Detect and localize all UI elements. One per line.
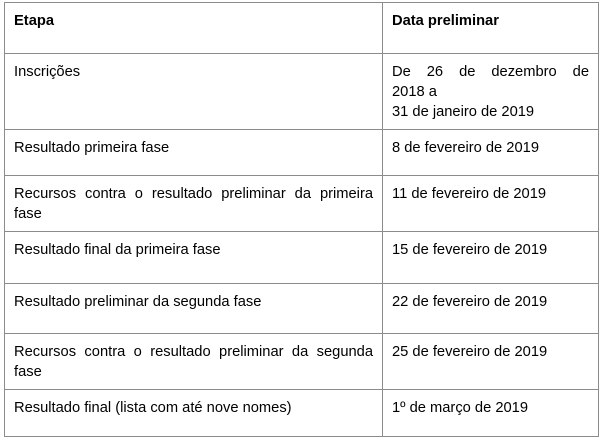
etapa-cell (5, 390, 383, 437)
table-row (5, 284, 599, 334)
etapa-text: Resultado primeira fase (14, 140, 170, 156)
data-cell (383, 390, 599, 437)
table-row (5, 334, 599, 390)
data-cell (383, 284, 599, 334)
data-text: 15 de fevereiro de 2019 (392, 242, 548, 258)
etapa-text: Recursos contra o resultado preliminar da primeira fase (14, 186, 373, 222)
etapa-cell (5, 176, 383, 232)
etapa-cell (5, 284, 383, 334)
etapa-text: Resultado final da primeira fase (14, 242, 221, 258)
data-cell (383, 232, 599, 284)
data-cell (383, 334, 599, 390)
data-text: 1º de março de 2019 (392, 400, 529, 416)
etapa-text: Inscrições (14, 64, 81, 80)
etapa-text: Recursos contra o resultado preliminar da segunda fase (14, 344, 373, 380)
etapa-cell (5, 334, 383, 390)
header-etapa-label: Etapa (14, 13, 54, 29)
etapa-cell (5, 54, 383, 130)
data-cell (383, 130, 599, 176)
data-line: De 26 de dezembro de (392, 64, 589, 80)
data-text: 11 de fevereiro de 2019 (392, 186, 547, 202)
schedule-table (4, 2, 599, 437)
data-line: 2018 a (392, 84, 437, 100)
data-cell (383, 54, 599, 130)
data-cell (383, 176, 599, 232)
table-row (5, 54, 599, 130)
table-header-row (5, 3, 599, 54)
data-text: 8 de fevereiro de 2019 (392, 140, 539, 156)
etapa-cell (5, 232, 383, 284)
data-text: 22 de fevereiro de 2019 (392, 294, 548, 310)
table-row (5, 130, 599, 176)
data-line: 31 de janeiro de 2019 (392, 104, 535, 120)
etapa-cell (5, 130, 383, 176)
header-data-preliminar (383, 3, 599, 54)
data-text: 25 de fevereiro de 2019 (392, 344, 548, 360)
table-row (5, 176, 599, 232)
table-row (5, 390, 599, 437)
etapa-text: Resultado final (lista com até nove nomes) (14, 400, 292, 416)
etapa-text: Resultado preliminar da segunda fase (14, 294, 262, 310)
header-etapa (5, 3, 383, 54)
table-row (5, 232, 599, 284)
header-data-label: Data preliminar (392, 13, 499, 29)
data-text (383, 54, 598, 122)
